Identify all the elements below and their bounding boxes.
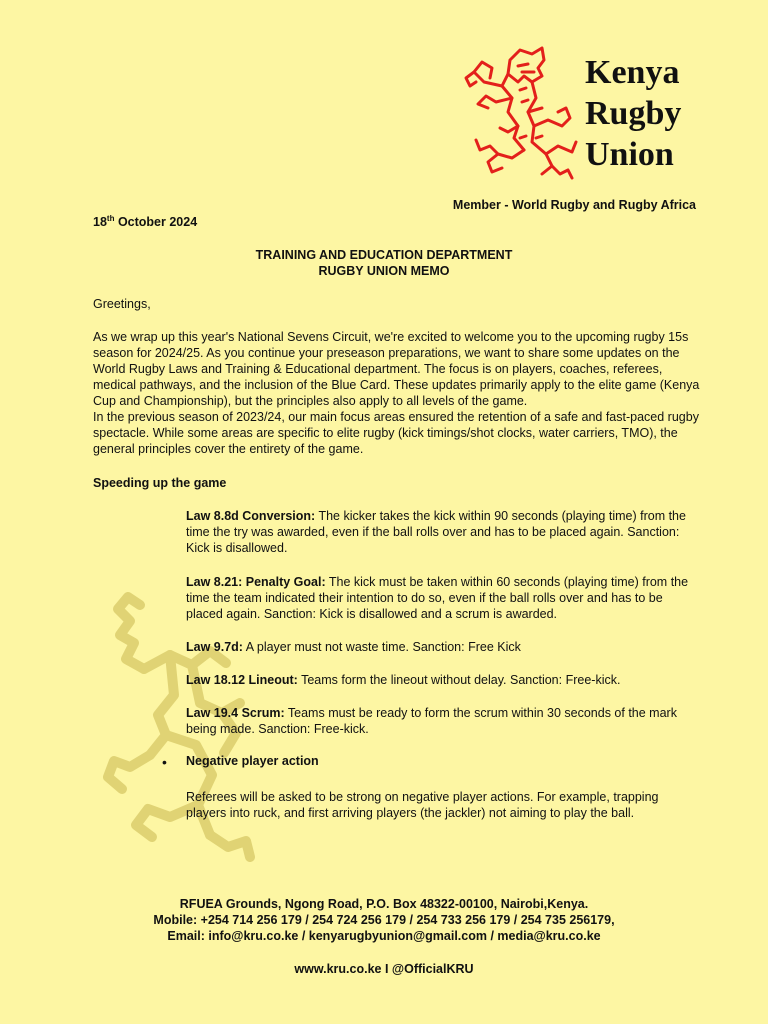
org-name-line1: Kenya bbox=[585, 54, 680, 91]
footer-web: www.kru.co.ke I @OfficialKRU bbox=[294, 962, 474, 976]
law-text-5: Teams must be ready to form the scrum within 30 seconds of the mark being made. Sanction: Free-kick. bbox=[186, 706, 677, 736]
law-item-4 bbox=[186, 672, 701, 688]
greeting: Greetings, bbox=[93, 297, 151, 311]
date-day: 18 bbox=[93, 215, 107, 230]
date-month-year: October 2024 bbox=[114, 215, 198, 230]
law-label-4: Law 18.12 Lineout: bbox=[186, 673, 298, 687]
org-name bbox=[585, 52, 681, 175]
law-item-3 bbox=[186, 639, 701, 655]
law-label-1: Law 8.8d Conversion: bbox=[186, 509, 316, 523]
law-item-2 bbox=[186, 574, 701, 622]
law-text-3: A player must not waste time. Sanction: Free Kick bbox=[242, 640, 521, 654]
bullet-icon: • bbox=[162, 754, 167, 770]
intro-text-1: As we wrap up this year's National Sevens Circuit, we're excited to welcome you to the upcoming rugby 15s season for 2024/25. As you continue your preseason preparations, we want to share some updates on the World Rugby Laws and Training & Educational department. The focus is on players, coaches, referees, medical pathways, and the inclusion of the Blue Card. These updates primarily apply to the elite game (Kenya Cup and Championship), but the principles also apply to all levels of the game. bbox=[93, 330, 700, 408]
law-item-1 bbox=[186, 508, 701, 556]
membership-line: Member - World Rugby and Rugby Africa bbox=[452, 198, 696, 212]
org-name-line2: Rugby bbox=[585, 95, 682, 132]
memo-heading bbox=[0, 247, 768, 279]
negative-action-text: Referees will be asked to be strong on negative player actions. For example, trapping players into ruck, and first arriving players (the jackler) not aiming to play the ball. bbox=[186, 790, 659, 820]
law-text-4: Teams form the lineout without delay. Sanction: Free-kick. bbox=[297, 673, 621, 687]
memo-heading-line2: RUGBY UNION MEMO bbox=[318, 264, 450, 278]
lion-logo-icon bbox=[462, 42, 582, 184]
footer-mobile: Mobile: +254 714 256 179 / 254 724 256 179 / 254 733 256 179 / 254 735 256179, bbox=[153, 913, 615, 927]
intro-paragraph bbox=[93, 329, 703, 457]
law-label-2: Law 8.21: Penalty Goal: bbox=[186, 575, 326, 589]
negative-action-title: Negative player action bbox=[186, 754, 319, 768]
law-text-1: The kicker takes the kick within 90 seconds (playing time) from the time the try was awarded, even if the ball rolls over and has to be placed again. Sanction: Kick is disallowed. bbox=[186, 509, 686, 555]
law-text-2: The kick must be taken within 60 seconds (playing time) from the time the team indicated their intention to do so, even if the ball rolls over and has to be placed again. Sanction: Kick is disallowed and a scrum is awarded. bbox=[186, 575, 689, 621]
memo-date bbox=[93, 214, 197, 229]
org-name-line3: Union bbox=[585, 136, 674, 173]
law-label-5: Law 19.4 Scrum: bbox=[186, 706, 285, 720]
footer bbox=[0, 896, 768, 977]
date-suffix: th bbox=[106, 214, 115, 223]
footer-email: Email: info@kru.co.ke / kenyarugbyunion@gmail.com / media@kru.co.ke bbox=[167, 929, 601, 943]
law-label-3: Law 9.7d: bbox=[186, 640, 243, 654]
footer-address: RFUEA Grounds, Ngong Road, P.O. Box 48322-00100, Nairobi,Kenya. bbox=[179, 897, 589, 911]
law-item-5 bbox=[186, 705, 701, 737]
memo-heading-line1: TRAINING AND EDUCATION DEPARTMENT bbox=[255, 248, 513, 262]
intro-text-2: In the previous season of 2023/24, our main focus areas ensured the retention of a safe and fast-paced rugby spectacle. While some areas are specific to elite rugby (kick timings/shot clocks, water carriers, TMO), the general principles cover the entirety of the game. bbox=[93, 410, 699, 456]
section-title: Speeding up the game bbox=[93, 476, 227, 490]
